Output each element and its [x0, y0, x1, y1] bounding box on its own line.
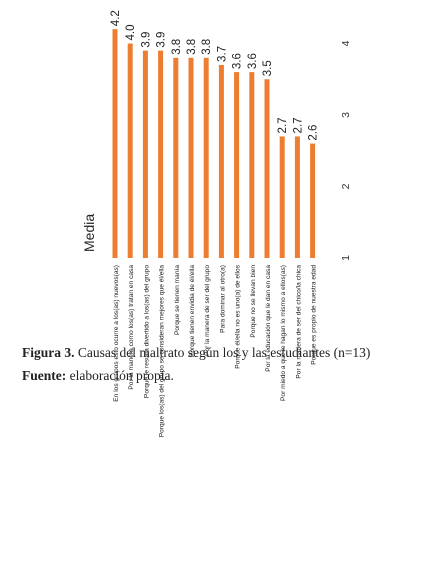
category-label: Por la manera de ser del grupo [204, 265, 212, 356]
data-label: 3.5 [262, 60, 274, 77]
value-labels-layer [110, 10, 320, 140]
category-label: Porque tienen envidia de él/ella [189, 265, 196, 358]
data-label: 2.7 [277, 117, 290, 134]
bar [295, 136, 300, 258]
source-label: Fuente: [22, 368, 67, 383]
data-label: 3.6 [231, 53, 244, 70]
category-label: Porque no se llevan bien [249, 265, 257, 338]
bar [219, 65, 224, 258]
bar [143, 51, 148, 258]
figure-text: Causas del maltrato según los y las estudiantes (n=13) [74, 345, 371, 360]
y-tick-label: 1 [340, 255, 352, 261]
bar [189, 58, 194, 258]
bar [249, 72, 254, 258]
bar [265, 79, 270, 258]
bars-layer [113, 29, 316, 258]
data-label: 4.0 [125, 24, 138, 41]
bar [280, 136, 285, 258]
figure-title [22, 345, 370, 361]
bar [128, 44, 133, 259]
data-label: 4.2 [110, 10, 122, 27]
y-tick-label: 4 [340, 40, 352, 47]
bar [310, 144, 315, 258]
bar [158, 51, 163, 258]
category-label: En los grupos esto ocurre a los(as) nuevos(as) [113, 265, 120, 402]
data-label: 3.7 [216, 45, 229, 62]
category-label: Porque se tienen manía [173, 265, 181, 336]
bar [173, 58, 178, 258]
figure-source [22, 368, 174, 384]
category-label: Porque le resulta divertido a los(as) del grupo [143, 265, 151, 399]
y-tick-label: 3 [340, 112, 352, 118]
bar [234, 72, 239, 258]
category-label: Porque es propio de nuestra edad [310, 265, 318, 365]
category-label: Porque los(as) del grupo se consideran mejores que él/ella [158, 265, 166, 438]
bar [113, 29, 118, 258]
source-text: elaboración propia. [66, 368, 174, 383]
data-label: 3.8 [201, 38, 214, 55]
category-label: Porque él/ella no es uno(a) de ellos [234, 265, 242, 369]
category-label: Por la manera como los(as) tratan en casa [128, 265, 136, 390]
category-label: Por miedo a que le hagan lo mismo a ellos(as) [280, 265, 288, 401]
data-label: 3.8 [170, 38, 183, 55]
data-label: 3.6 [246, 53, 259, 70]
bar [204, 58, 209, 258]
y-axis-label: Media [81, 213, 97, 252]
data-label: 2.7 [292, 117, 305, 134]
y-tick-label: 2 [340, 183, 352, 190]
y-ticks-layer [340, 40, 352, 261]
data-label: 3.9 [140, 31, 153, 48]
figure-label: Figura 3. [22, 345, 75, 360]
data-label: 2.6 [307, 124, 320, 141]
category-label: Por la manera de ser del chico/la chica [295, 265, 303, 379]
category-label: Por la educación que le dan en casa [265, 265, 272, 372]
data-label: 3.8 [186, 38, 198, 55]
category-label: Para dominar al otro(a) [219, 265, 227, 333]
data-label: 3.9 [155, 31, 168, 48]
